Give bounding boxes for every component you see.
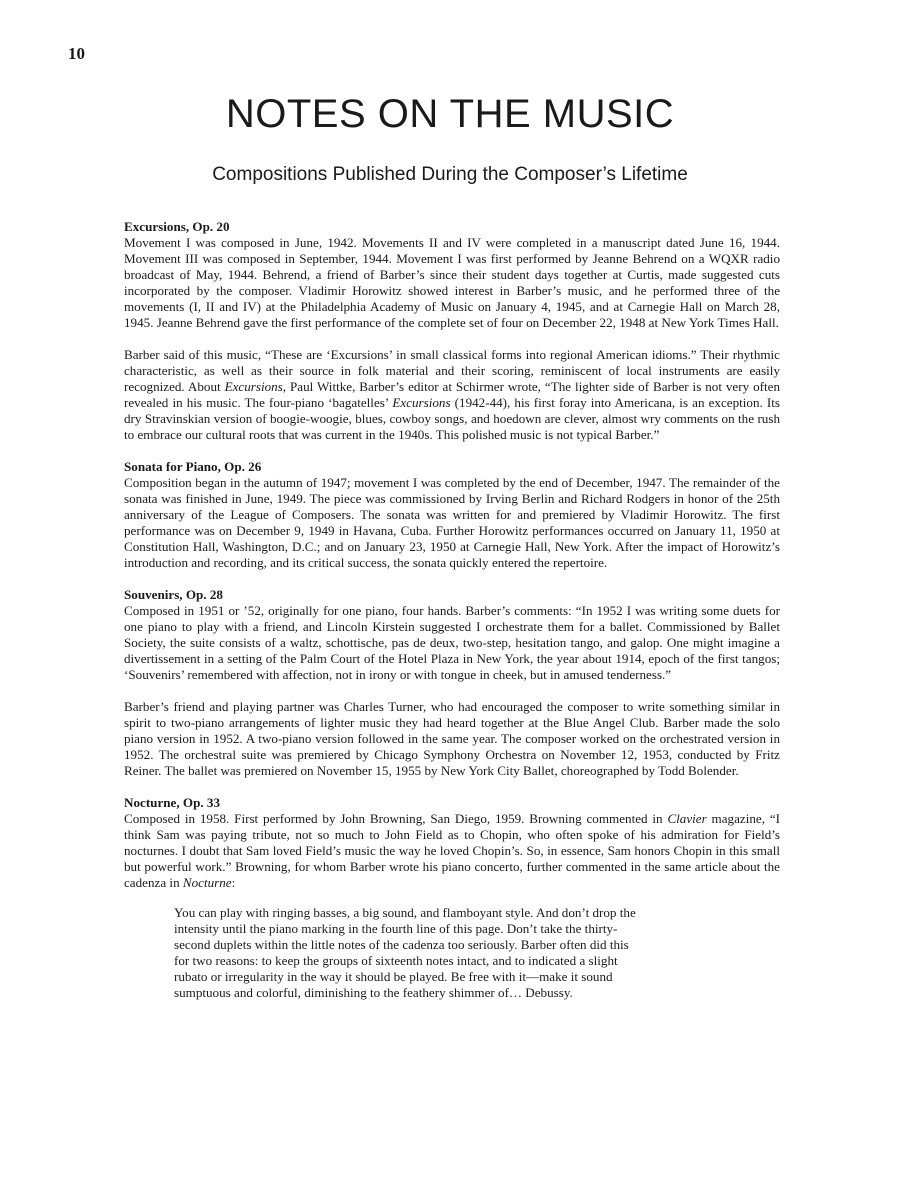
quote-line: intensity until the piano marking in the fourth line of this page. Don’t take the thirty- bbox=[174, 921, 618, 936]
page-subtitle: Compositions Published During the Composer’s Lifetime bbox=[212, 164, 688, 185]
notes-content bbox=[124, 219, 780, 1017]
section-paragraph: Movement I was composed in June, 1942. Movements II and IV were completed in a manuscript dated June 16, 1944. Movement III was composed in September, 1944. Movement I was first performed by Jeanne Behrend on a WQXR radio broadcast of May, 1944. Behrend, a friend of Barber’s since their student days together at Curtis, made suggested cuts incorporated by the composer. Vladimir Horowitz showed interest in Barber’s music, and he performed three of the movements (I, II and IV) at the Philadelphia Academy of Music on January 4, 1945, and at Carnegie Hall on March 28, 1945. Jeanne Behrend gave the first performance of the complete set of four on December 22, 1948 at New York Times Hall. bbox=[124, 235, 780, 330]
section-heading: Nocturne, Op. 33 bbox=[124, 795, 221, 810]
section-paragraph: Composed in 1958. First performed by John Browning, San Diego, 1959. Browning commented in Clavier magazine, “I think Sam was paying tribute, not so much to John Field as to Chopin, who often spoke of his admiration for Field’s nocturnes. I doubt that Sam loved Field’s music the way he loved Chopin’s. So, in essence, Sam honors Chopin in this small but powerful work.” Browning, for whom Barber wrote his piano concerto, further commented in the same article about the cadenza in Nocturne: bbox=[124, 811, 781, 890]
quote-line: for two reasons: to keep the groups of sixteenth notes intact, and to indicated a slight bbox=[174, 953, 618, 968]
section-sonata-for-piano bbox=[124, 459, 780, 571]
section-paragraph: Barber’s friend and playing partner was Charles Turner, who had encouraged the composer to write something similar in spirit to two-piano arrangements of lighter music they had heard together at the Blue Angel Club. Barber made the solo piano version in 1952. A two-piano version followed in the same year. The composer worked on the orchestrated version in 1952. The orchestral suite was premiered by Chicago Symphony Orchestra on November 12, 1953, conducted by Fritz Reiner. The ballet was premiered on November 15, 1955 by New York City Ballet, choreographed by Todd Bolender. bbox=[124, 699, 780, 778]
section-heading: Souvenirs, Op. 28 bbox=[124, 587, 223, 602]
page-number: 10 bbox=[68, 44, 85, 63]
section-heading: Sonata for Piano, Op. 26 bbox=[124, 459, 262, 474]
section-excursions bbox=[124, 219, 780, 443]
section-paragraph: Composition began in the autumn of 1947; movement I was completed by the end of December, 1947. The remainder of the sonata was finished in June, 1949. The piece was commissioned by Irving Berlin and Richard Rodgers in honor of the 25th anniversary of the League of Composers. The sonata was written for and premiered by Vladimir Horowitz. The first performance was on December 9, 1949 in Havana, Cuba. Further Horowitz performances occurred on January 11, 1950 at Constitution Hall, Washington, D.C.; and on January 23, 1950 at Carnegie Hall, New York. After the impact of Horowitz’s introduction and recording, and its critical success, the sonata quickly entered the repertoire. bbox=[124, 475, 780, 570]
quote-line: You can play with ringing basses, a big sound, and flamboyant style. And don’t drop the bbox=[174, 905, 636, 920]
section-heading: Excursions, Op. 20 bbox=[124, 219, 230, 234]
quote-line: second duplets within the little notes of the cadenza too seriously. Barber often did this bbox=[174, 937, 629, 952]
section-nocturne bbox=[124, 795, 780, 1001]
quote-line: sumptuous and colorful, diminishing to the feathery shimmer of… Debussy. bbox=[174, 985, 573, 1000]
section-paragraph: Barber said of this music, “These are ‘Excursions’ in small classical forms into regional American idioms.” Their rhythmic characteristic, as well as their source in folk material and their scoring, reminiscent of local instruments are easily recognized. About Excursions, Paul Wittke, Barber’s editor at Schirmer wrote, “The lighter side of Barber is not very often revealed in his music. The four-piano ‘bagatelles’ Excursions (1942-44), his first foray into Americana, is an exception. Its dry Stravinskian version of boogie-woogie, blues, cowboy songs, and hoedown are clever, almost wry comments on the rush to embrace our cultural roots that was current in the 1940s. This polished music is not typical Barber.” bbox=[124, 347, 780, 442]
block-quote bbox=[174, 905, 728, 1001]
section-souvenirs bbox=[124, 587, 780, 779]
quote-line: rubato or irregularity in the way it should be played. Be free with it—make it sound bbox=[174, 969, 613, 984]
page-title: NOTES ON THE MUSIC bbox=[225, 92, 675, 136]
section-paragraph: Composed in 1951 or ’52, originally for one piano, four hands. Barber’s comments: “In 1952 I was writing some duets for one piano to play with a friend, and Lincoln Kirstein suggested I orchestrate them for a ballet. Commissioned by Ballet Society, the suite consists of a waltz, schottische, pas de deux, two-step, hesitation tango, and galop. One might imagine a divertissement in a setting of the Palm Court of the Hotel Plaza in New York, the year about 1914, epoch of the first tangos; ‘Souvenirs’ remembered with affection, not in irony or with tongue in cheek, but in amused tenderness.” bbox=[124, 603, 780, 682]
